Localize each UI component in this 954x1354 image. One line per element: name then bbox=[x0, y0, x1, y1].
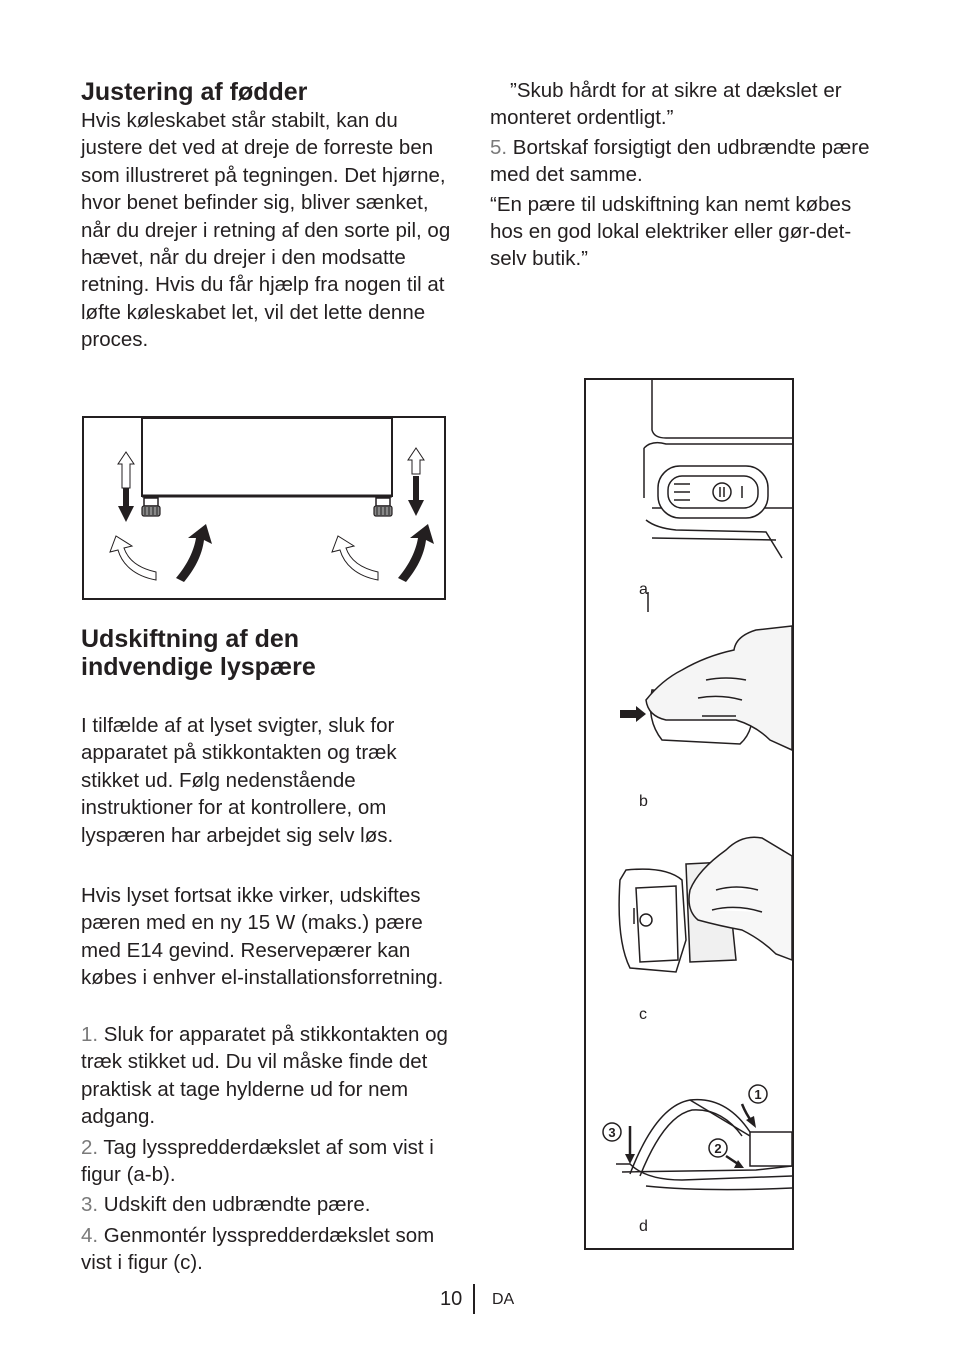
paragraph-bulb-spec: Hvis lyset fortsat ikke virker, udskiftes pæren med en ny 15 W (maks.) pære med E14 gevind. Reservepærer kan købes i enhver el-installationsforretning. bbox=[81, 884, 444, 990]
step-number: 2. bbox=[81, 1135, 99, 1159]
quote-buy-bulb: “En pære til udskiftning kan nemt købes hos en god lokal elektriker eller gør-det-selv butik.” bbox=[490, 192, 852, 271]
step-item bbox=[81, 1191, 461, 1218]
feet-adjustment-figure bbox=[82, 416, 446, 600]
step-item bbox=[490, 134, 875, 189]
step-text: Genmontér lysspredderdækslet som vist i figur (c). bbox=[81, 1223, 435, 1275]
step-item bbox=[81, 1134, 461, 1189]
cover-diagram-icon bbox=[616, 1100, 792, 1190]
quote-push-cover: ”Skub hårdt for at sikre at dækslet er monteret ordentligt.” bbox=[490, 79, 842, 130]
callout-1-label: 1 bbox=[754, 1087, 762, 1102]
rotate-clockwise-icon bbox=[176, 524, 212, 582]
hand-open-cover-icon bbox=[619, 837, 792, 972]
callout-3-label: 3 bbox=[608, 1125, 616, 1140]
step-item bbox=[81, 1021, 461, 1131]
step-item bbox=[81, 1222, 461, 1277]
paragraph-light-failure: I tilfælde af at lyset svigter, sluk for apparatet på stikkontakten og træk stikket ud. Følg nedenstående instruktioner for at kontrollere, om lyspæren har arbejdet sig selv løs. bbox=[81, 714, 397, 847]
paragraph-adjust-feet: Hvis køleskabet står stabilt, kan du justere det ved at dreje de forreste ben som illustreret på tegningen. Det hjørne, hvor benet befinder sig, bliver sænket, når du drejer i retning af den sorte pil, og hævet, når du drejer i den modsatte retning. Hvis du får hjælp fra nogen til at løfte køleskabet let, vil det lette denne proces. bbox=[81, 109, 451, 352]
heading-adjust-feet: Justering af fødder bbox=[81, 78, 308, 106]
step-text: Tag lysspredderdækslet af som vist i figur (a-b). bbox=[81, 1135, 434, 1187]
feet-illustration bbox=[84, 418, 444, 598]
step-number: 4. bbox=[81, 1223, 99, 1247]
footer-divider bbox=[473, 1284, 475, 1314]
heading-replace-bulb-line2: indvendige lyspære bbox=[81, 653, 316, 681]
figure-label-b: b bbox=[639, 793, 648, 810]
figure-label-d: d bbox=[639, 1218, 648, 1235]
page-number: 10 bbox=[440, 1288, 463, 1310]
heading-replace-bulb-line1: Udskiftning af den bbox=[81, 625, 300, 653]
left-foot-icon bbox=[142, 498, 160, 516]
lower-arrow-icon bbox=[118, 488, 134, 522]
step-text: Sluk for apparatet på stikkontakten og træk stikket ud. Du vil måske finde det praktisk at tage hylderne ud for nem adgang. bbox=[81, 1023, 448, 1129]
step-number: 5. bbox=[490, 135, 508, 159]
raise-arrow-icon bbox=[118, 452, 134, 488]
figure-label-c: c bbox=[639, 1006, 647, 1023]
right-column-text bbox=[490, 77, 875, 273]
language-code: DA bbox=[492, 1291, 515, 1308]
press-arrow-icon bbox=[620, 706, 646, 722]
figure-label-a: a bbox=[639, 581, 648, 598]
callout-3-icon bbox=[603, 1123, 635, 1164]
hand-press-cover-icon bbox=[646, 626, 792, 750]
callout-2-icon bbox=[709, 1139, 744, 1168]
callout-2-label: 2 bbox=[714, 1141, 722, 1156]
step-text: Bortskaf forsigtigt den udbrændte pære med det samme. bbox=[490, 135, 870, 187]
bulb-replacement-figure bbox=[584, 378, 794, 1250]
step-text: Udskift den udbrændte pære. bbox=[98, 1193, 371, 1217]
step-number: 3. bbox=[81, 1193, 99, 1217]
rotate-counterclockwise-icon bbox=[110, 536, 156, 580]
callout-1-icon bbox=[742, 1085, 767, 1128]
bulb-illustration bbox=[586, 380, 792, 1248]
lamp-housing-icon bbox=[644, 380, 792, 612]
right-foot-icon bbox=[374, 498, 392, 516]
steps-list bbox=[81, 1021, 461, 1277]
heading-replace-bulb bbox=[81, 625, 316, 681]
step-number: 1. bbox=[81, 1023, 99, 1046]
